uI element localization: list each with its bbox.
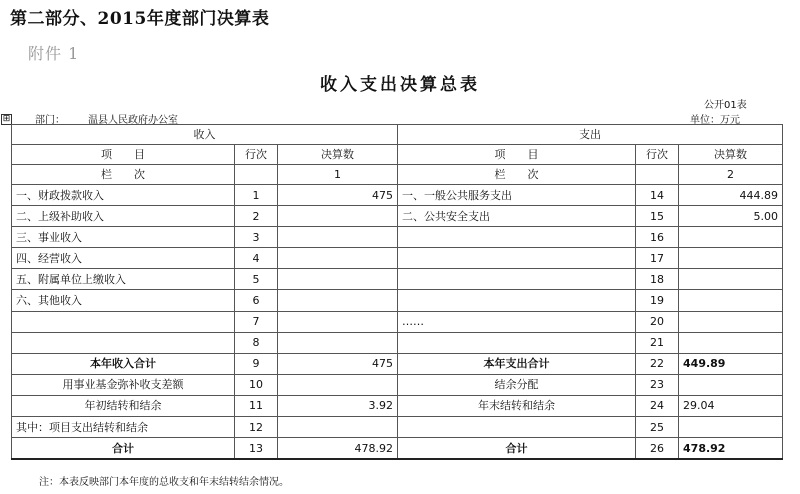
income-item-cell — [12, 311, 235, 332]
table-row — [12, 206, 783, 227]
document-heading: 第二部分、2015年度部门决算表 — [10, 9, 270, 29]
table-row — [12, 311, 783, 332]
income-amount-cell — [278, 417, 398, 438]
income-rowno-cell: 7 — [235, 311, 278, 332]
expense-item-cell: …… — [398, 311, 636, 332]
expense-section-header: 支出 — [398, 125, 783, 145]
expense-amount-cell: 478.92 — [679, 438, 783, 460]
attachment-label: 附件 1 — [28, 44, 80, 63]
expense-rowno-cell: 22 — [636, 353, 679, 374]
income-rowno-cell: 6 — [235, 290, 278, 311]
table-row — [12, 290, 783, 311]
income-rowno-cell: 3 — [235, 227, 278, 248]
income-item-cell: 六、其他收入 — [12, 290, 235, 311]
unit-label: 单位：万元 — [690, 115, 740, 126]
table-title: 收入支出决算总表 — [320, 75, 480, 95]
income-item-cell: 三、事业收入 — [12, 227, 235, 248]
expense-item-cell — [398, 417, 636, 438]
expense-rowno-cell: 14 — [636, 185, 679, 206]
expense-item-cell: 一、一般公共服务支出 — [398, 185, 636, 206]
expense-amount-header: 决算数 — [679, 145, 783, 165]
income-item-cell: 一、财政拨款收入 — [12, 185, 235, 206]
table-row — [12, 438, 783, 460]
expense-column-number: 2 — [679, 165, 783, 185]
income-item-cell: 五、附属单位上缴收入 — [12, 269, 235, 290]
expense-amount-cell — [679, 227, 783, 248]
income-rowno-cell: 13 — [235, 438, 278, 460]
income-rowno-cell: 10 — [235, 374, 278, 395]
table-row — [12, 269, 783, 290]
income-amount-cell: 3.92 — [278, 395, 398, 416]
income-amount-cell — [278, 332, 398, 353]
expense-rowno-cell: 20 — [636, 311, 679, 332]
income-item-cell — [12, 332, 235, 353]
income-item-cell: 本年收入合计 — [12, 353, 235, 374]
expense-rowno-cell: 16 — [636, 227, 679, 248]
income-amount-cell — [278, 374, 398, 395]
income-amount-cell — [278, 269, 398, 290]
summary-table — [11, 124, 783, 460]
expense-amount-cell: 449.89 — [679, 353, 783, 374]
expense-item-cell: 合计 — [398, 438, 636, 460]
expense-amount-cell: 5.00 — [679, 206, 783, 227]
table-row — [12, 417, 783, 438]
department-value: 温县人民政府办公室 — [88, 115, 178, 126]
expense-item-cell: 年末结转和结余 — [398, 395, 636, 416]
income-column-label: 栏 次 — [12, 165, 235, 185]
income-item-cell: 其中：项目支出结转和结余 — [12, 417, 235, 438]
expense-amount-cell — [679, 269, 783, 290]
income-section-header: 收入 — [12, 125, 398, 145]
income-rowno-cell: 11 — [235, 395, 278, 416]
expense-item-cell: 本年支出合计 — [398, 353, 636, 374]
expense-item-cell: 结余分配 — [398, 374, 636, 395]
income-amount-cell — [278, 206, 398, 227]
table-row — [12, 353, 783, 374]
department-label: 部门： — [35, 115, 65, 126]
table-row — [12, 248, 783, 269]
income-amount-cell — [278, 290, 398, 311]
expense-column-label: 栏 次 — [398, 165, 636, 185]
expense-rowno-cell: 26 — [636, 438, 679, 460]
expense-item-cell — [398, 332, 636, 353]
expense-amount-cell — [679, 290, 783, 311]
expense-amount-cell: 29.04 — [679, 395, 783, 416]
expense-rowno-cell: 21 — [636, 332, 679, 353]
expense-rowno-cell: 25 — [636, 417, 679, 438]
table-row — [12, 227, 783, 248]
income-rowno-cell: 5 — [235, 269, 278, 290]
income-item-cell: 二、上级补助收入 — [12, 206, 235, 227]
expense-column-blank — [636, 165, 679, 185]
expense-item-cell: 二、公共安全支出 — [398, 206, 636, 227]
table-row — [12, 332, 783, 353]
table-row — [12, 395, 783, 416]
income-item-cell: 用事业基金弥补收支差额 — [12, 374, 235, 395]
expense-rowno-cell: 18 — [636, 269, 679, 290]
table-row — [12, 374, 783, 395]
expense-rowno-header: 行次 — [636, 145, 679, 165]
income-rowno-cell: 12 — [235, 417, 278, 438]
income-amount-cell — [278, 248, 398, 269]
expense-amount-cell: 444.89 — [679, 185, 783, 206]
income-amount-header: 决算数 — [278, 145, 398, 165]
income-rowno-cell: 9 — [235, 353, 278, 374]
expense-rowno-cell: 19 — [636, 290, 679, 311]
expense-amount-cell — [679, 374, 783, 395]
income-rowno-cell: 1 — [235, 185, 278, 206]
expense-rowno-cell: 15 — [636, 206, 679, 227]
expense-amount-cell — [679, 332, 783, 353]
income-rowno-cell: 4 — [235, 248, 278, 269]
expense-rowno-cell: 17 — [636, 248, 679, 269]
income-item-cell: 合计 — [12, 438, 235, 460]
income-item-cell: 四、经营收入 — [12, 248, 235, 269]
income-amount-cell: 475 — [278, 185, 398, 206]
expense-item-cell — [398, 248, 636, 269]
expense-amount-cell — [679, 311, 783, 332]
income-item-cell: 年初结转和结余 — [12, 395, 235, 416]
expense-amount-cell — [679, 248, 783, 269]
table-footnote: 注：本表反映部门本年度的总收支和年末结转结余情况。 — [39, 477, 289, 488]
expand-icon[interactable]: ⊞ — [2, 114, 11, 124]
income-item-header: 项 目 — [12, 145, 235, 165]
income-amount-cell: 475 — [278, 353, 398, 374]
expense-item-header: 项 目 — [398, 145, 636, 165]
table-row — [12, 185, 783, 206]
expense-item-cell — [398, 269, 636, 290]
income-column-number: 1 — [278, 165, 398, 185]
income-amount-cell: 478.92 — [278, 438, 398, 460]
income-rowno-cell: 2 — [235, 206, 278, 227]
income-column-blank — [235, 165, 278, 185]
expense-amount-cell — [679, 417, 783, 438]
form-number: 公开01表 — [704, 100, 747, 111]
expense-item-cell — [398, 290, 636, 311]
expense-rowno-cell: 24 — [636, 395, 679, 416]
income-amount-cell — [278, 227, 398, 248]
income-amount-cell — [278, 311, 398, 332]
income-rowno-header: 行次 — [235, 145, 278, 165]
expense-rowno-cell: 23 — [636, 374, 679, 395]
expense-item-cell — [398, 227, 636, 248]
income-rowno-cell: 8 — [235, 332, 278, 353]
